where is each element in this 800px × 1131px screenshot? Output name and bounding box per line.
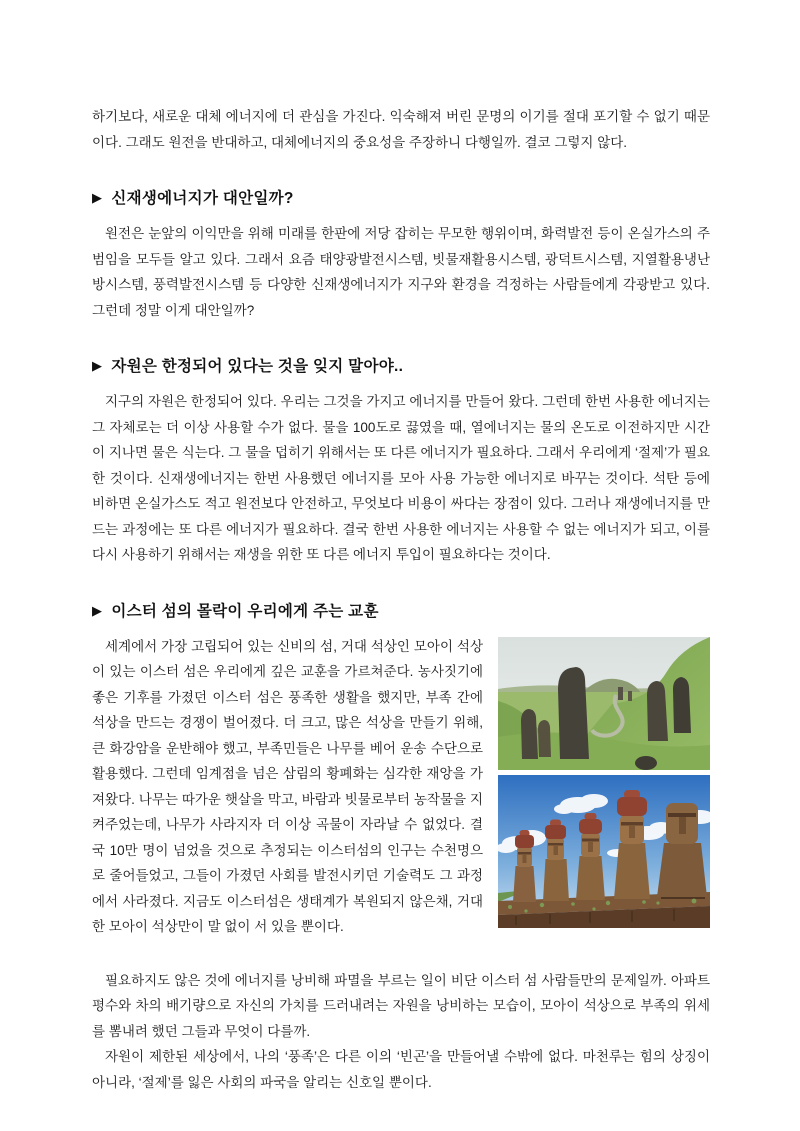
triangle-bullet-icon: ▶ bbox=[92, 190, 103, 205]
section-body-limited-resources: 지구의 자원은 한정되어 있다. 우리는 그것을 가지고 에너지를 만들어 왔다. 그런데 한번 사용한 에너지는 그 자체로는 더 이상 사용할 수가 없다. 물을 100도로 끓였을 때, 열에너지는 물의 온도로 이전하지만 시간이 지나면 물은 식는다. 그 물을 덥히기 위해서는 또 다른 에너지가 필요하다. 그래서 우리에게 ‘절제’가 필요한 것이다. 신재생에너지는 한번 사용했던 에너지를 모아 사용 가능한 에너지로 바꾸는 것이다. 석탄 등에 비하면 온실가스도 적고 원전보다 안전하고, 무엇보다 비용이 싸다는 장점이 있다. 그러나 재생에너지를 만드는 과정에는 또 다른 에너지가 필요하다. 결국 한번 사용한 에너지는 사용할 수 없는 에너지가 되고, 이를 다시 사용하기 위해서는 재생을 위한 또 다른 에너지 투입이 필요하다는 것이다. bbox=[92, 394, 710, 562]
section-title: 이스터 섬의 몰락이 우리에게 주는 교훈 bbox=[111, 602, 379, 620]
section-body-easter-island bbox=[92, 634, 710, 940]
section-body-renewable-energy: 원전은 눈앞의 이익만을 위해 미래를 한판에 저당 잡히는 무모한 행위이며, 화력발전 등이 온실가스의 주범임을 모두들 알고 있다. 그래서 요즘 태양광발전시스템, 빗물재활용시스템, 광덕트시스템, 지열활용냉난방시스템, 풍력발전시스템 등 다양한 신재생에너지가 지구와 환경을 걱정하는 사람들에게 각광받고 있다. 그런데 정말 이게 대안일까? bbox=[92, 226, 710, 318]
moai-red-topknots-photo bbox=[498, 775, 710, 928]
photo-column bbox=[498, 637, 710, 933]
section-heading-limited-resources bbox=[92, 354, 710, 376]
section-title: 자원은 한정되어 있다는 것을 잊지 말아야.. bbox=[111, 358, 404, 375]
section-heading-easter-island bbox=[92, 599, 710, 621]
triangle-bullet-icon: ▶ bbox=[92, 358, 103, 373]
closing-paragraph-1: 필요하지도 않은 것에 에너지를 낭비해 파멸을 부르는 일이 비단 이스터 섬 사람들만의 문제일까. 아파트 평수와 차의 배기량으로 자신의 가치를 드러내려는 자원을 낭비하는 모습이, 모아이 석상으로 부족의 위세를 뽐내려 했던 그들과 무엇이 다를까. bbox=[92, 972, 710, 1039]
moai-hillside-photo bbox=[498, 637, 710, 770]
closing-paragraph-2: 자원이 제한된 세상에서, 나의 ‘풍족’은 다른 이의 ‘빈곤’을 만들어낼 수밖에 없다. 마천루는 힘의 상징이 아니라, ‘절제’를 잃은 사회의 파국을 알리는 신호일 뿐이다. bbox=[92, 1049, 710, 1090]
section-heading-renewable-energy bbox=[92, 186, 710, 208]
section-title: 신재생에너지가 대안일까? bbox=[111, 190, 294, 207]
triangle-bullet-icon: ▶ bbox=[92, 602, 103, 618]
section-body-text: 세계에서 가장 고립되어 있는 신비의 섬, 거대 석상인 모아이 석상이 있는 이스터 섬은 우리에게 깊은 교훈을 가르쳐준다. 농사짓기에 좋은 기후를 가졌던 이스터 섬은 풍족한 생활을 했지만, 부족 간에 석상을 만드는 경쟁이 벌어졌다. 더 크고, 많은 석상을 만들기 위해, 큰 화강암을 운반해야 했고, 부족민들은 나무를 베어 운송 수단으로 활용했다. 그런데 임계점을 넘은 삼림의 황폐화는 심각한 재앙을 가져왔다. 나무는 따가운 햇살을 막고, 바람과 빗물로부터 농작물을 지켜주었는데, 나무가 사라지자 더 이상 곡물이 자라날 수 없었다. 결국 10만 명이 넘었을 것으로 추정되는 이스터섬의 인구는 수천명으로 줄어들었고, 그들이 가졌던 사회를 발전시키던 기술력도 그 과정에서 사라졌다. 지금도 이스터섬은 생태계가 복원되지 않은채, 거대한 모아이 석상만이 말 없이 서 있을 뿐이다. bbox=[92, 638, 483, 934]
intro-paragraph: 하기보다, 새로운 대체 에너지에 더 관심을 가진다. 익숙해져 버린 문명의 이기를 절대 포기할 수 없기 때문이다. 그래도 원전을 반대하고, 대체에너지의 중요성을 주장하니 다행일까. 결코 그렇지 않다. bbox=[92, 109, 710, 150]
